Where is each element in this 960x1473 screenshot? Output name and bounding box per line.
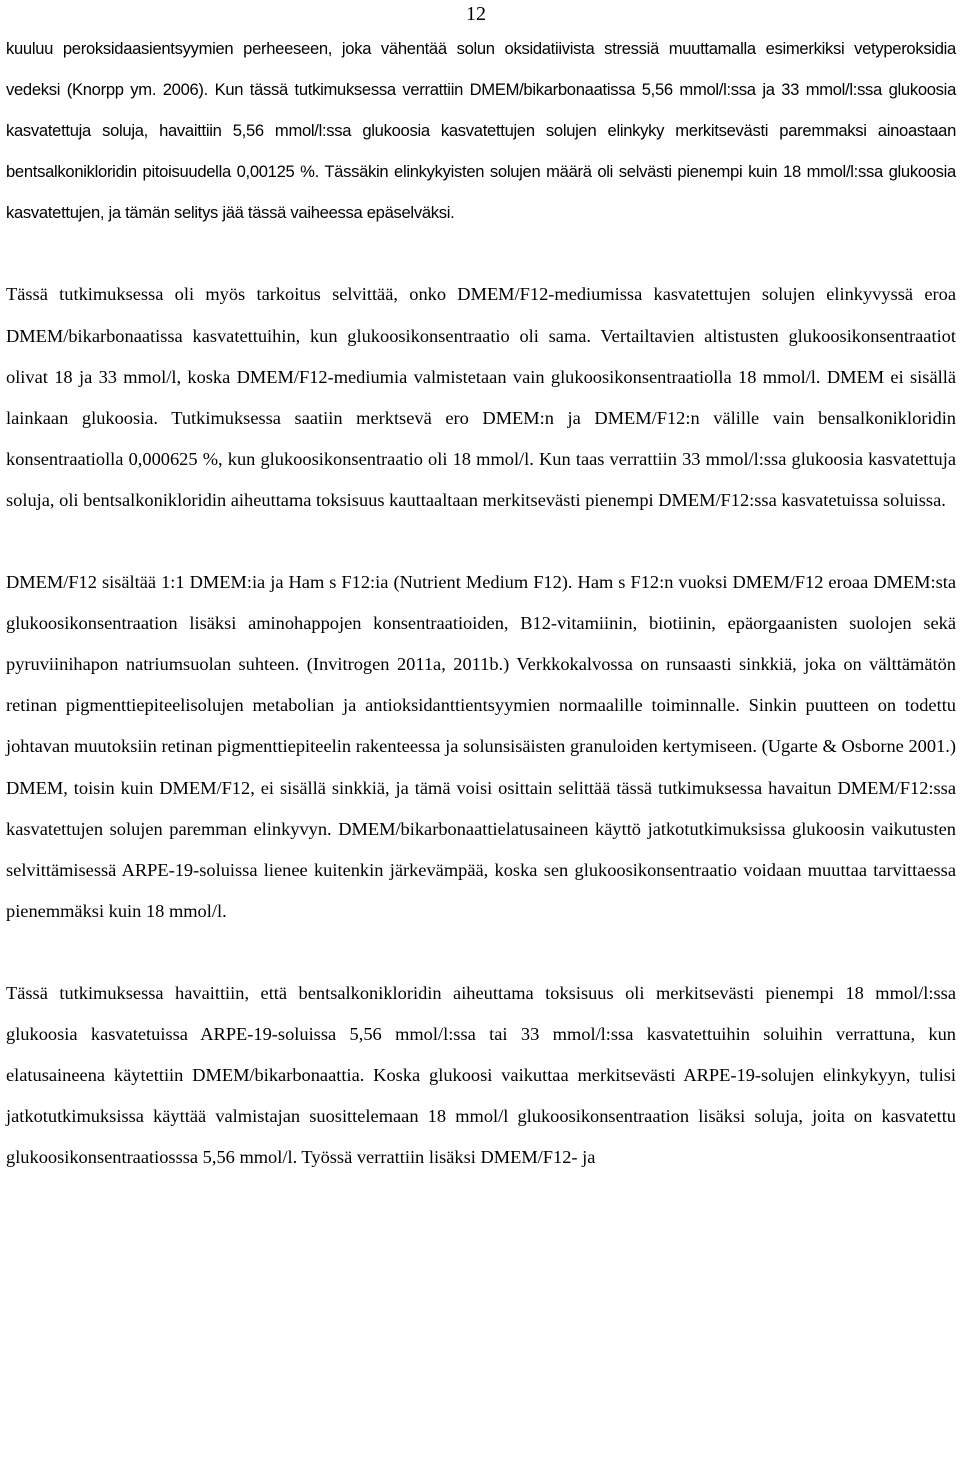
body-text [6,28,956,1178]
paragraph-2: Tässä tutkimuksessa oli myös tarkoitus selvittää, onko DMEM/F12-mediumissa kasvatettujen solujen elinkyvyssä eroa DMEM/bikarbonaatissa kasvatettuihin, kun glukoosikonsentraatio oli sama. Vertailtavien altistusten glukoosikonsentraatiot olivat 18 ja 33 mmol/l, koska DMEM/F12-mediumia valmistetaan vain glukoosikonsentraatiolla 18 mmol/l. DMEM ei sisällä lainkaan glukoosia. Tutkimuksessa saatiin merktsevä ero DMEM:n ja DMEM/F12:n välille vain bensalkonikloridin konsentraatiolla 0,000625 %, kun glukoosikonsentraatio oli 18 mmol/l. Kun taas verrattiin 33 mmol/l:ssa glukoosia kasvatettuja soluja, oli bentsalkonikloridin aiheuttama toksisuus kauttaaltaan merkitsevästi pienempi DMEM/F12:ssa kasvatetuissa soluissa. [6,284,956,510]
page-number: 12 [466,3,486,25]
paragraph-3: DMEM/F12 sisältää 1:1 DMEM:ia ja Ham s F12:ia (Nutrient Medium F12). Ham s F12:n vuoksi DMEM/F12 eroaa DMEM:sta glukoosikonsentraation lisäksi aminohappojen konsentraatioiden, B12-vitamiinin, biotiinin, epäorgaanisten suolojen sekä pyruviinihapon natriumsuolan suhteen. (Invitrogen 2011a, 2011b.) Verkkokalvossa on runsaasti sinkkiä, joka on välttämätön retinan pigmenttiepiteelisolujen metabolian ja antioksidanttientsyymien normaalille toiminnalle. Sinkin puutteen on todettu johtavan muutoksiin retinan pigmenttiepiteelin rakenteessa ja solunsisäisten granuloiden kertymiseen. (Ugarte & Osborne 2001.) DMEM, toisin kuin DMEM/F12, ei sisällä sinkkiä, ja tämä voisi osittain selittää tässä tutkimuksessa havaitun DMEM/F12:ssa kasvatettujen solujen paremman elinkyvyn. DMEM/bikarbonaattielatusaineen käyttö jatkotutkimuksissa glukoosin vaikutusten selvittämisessä ARPE-19-soluissa lienee kuitenkin järkevämpää, koska sen glukoosikonsentraatio voidaan muuttaa tarvittaessa pienemmäksi kuin 18 mmol/l. [6,572,956,921]
paragraph-1: kuuluu peroksidaasientsyymien perheeseen, joka vähentää solun oksidatiivista stressiä muuttamalla esimerkiksi vetyperoksidia vedeksi (Knorpp ym. 2006). Kun tässä tutkimuksessa verrattiin DMEM/bikarbonaatissa 5,56 mmol/l:ssa ja 33 mmol/l:ssa glukoosia kasvatettuja soluja, havaittiin 5,56 mmol/l:ssa glukoosia kasvatettujen solujen elinkyky merkitsevästi paremmaksi ainoastaan bentsalkonikloridin pitoisuudella 0,00125 %. Tässäkin elinkykyisten solujen määrä oli selvästi pienempi kuin 18 mmol/l:ssa glukoosia kasvatettujen, ja tämän selitys jää tässä vaiheessa epäselväksi. [6,39,956,223]
paragraph-4: Tässä tutkimuksessa havaittiin, että bentsalkonikloridin aiheuttama toksisuus oli merkitsevästi pienempi 18 mmol/l:ssa glukoosia kasvatetuissa ARPE-19-soluissa 5,56 mmol/l:ssa tai 33 mmol/l:ssa kasvatettuihin soluihin verrattuna, kun elatusaineena käytettiin DMEM/bikarbonaattia. Koska glukoosi vaikuttaa merkitsevästi ARPE-19-solujen elinkykyyn, tulisi jatkotutkimuksissa käyttää valmistajan suosittelemaan 18 mmol/l glukoosikonsentraation lisäksi soluja, joita on kasvatettu glukoosikonsentraatiosssa 5,56 mmol/l. Työssä verrattiin lisäksi DMEM/F12- ja [6,982,956,1168]
